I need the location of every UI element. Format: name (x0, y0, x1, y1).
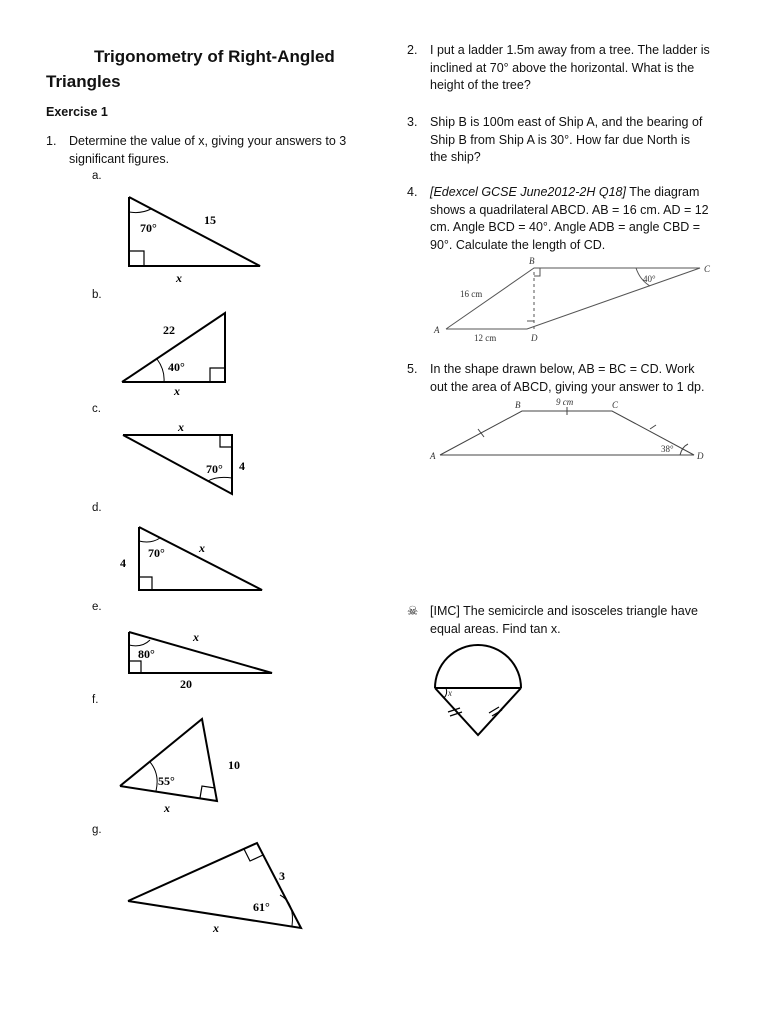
subpart-g-label: g. (92, 824, 102, 836)
subpart-e-label: e. (92, 601, 102, 613)
triangle-f-side: 10 (228, 758, 240, 772)
page-title: Trigonometry of Right-Angled Triangles (46, 47, 335, 91)
triangle-b-var: x (174, 384, 180, 398)
triangle-g-var: x (213, 921, 219, 935)
triangle-g-side: 3 (279, 869, 285, 883)
triangle-f-var: x (164, 801, 170, 815)
triangle-e-side: 20 (180, 677, 192, 691)
triangle-f-angle: 55° (158, 774, 175, 788)
triangle-b-angle: 40° (168, 360, 185, 374)
triangle-d-side: 4 (120, 556, 126, 570)
triangle-a-var: x (176, 271, 182, 285)
worksheet-page: Trigonometry of Right-Angled Triangles Exercise 1 1. Determine the value of x, giving your answers to 3 significant figures. a. b. c. d. e. f. g. 70° 15 x 22 40° x x 70° 4 70° x 4 80° x 20 10 55° x 3 61° x 2. I put a ladder 1.5m away from a tree. The ladder is inclined at 70° above the horizontal. What is the height of the tree? 3. Ship B is 100m east of Ship A, and the bearing of Ship B from Ship A is 30°. How far due North is the ship? 4. [Edexcel GCSE June2012-2H Q18] The diagram shows a quadrilateral ABCD. AB = 16 cm. AD = 12 cm. Angle BCD = 40°. Angle ADB = angle CBD = 90°. Calculate the length of CD. 5. In the shape drawn below, AB = BC = CD. Work out the area of ABCD, giving your answer to 1 dp. ☠ [IMC] The semicircle and isosceles triangle have equal areas. Find tan x. B C A D 16 cm 12 cm 40° B 9 cm C A D 38° x (0, 0, 768, 1024)
triangle-e-angle: 80° (138, 647, 155, 661)
triangle-c-angle: 70° (206, 462, 223, 476)
q4-label-ab: 16 cm (460, 289, 483, 299)
q5-label-b: B (515, 400, 521, 410)
exercise-heading: Exercise 1 (46, 105, 108, 119)
q5-label-a: A (430, 451, 436, 461)
subpart-b-label: b. (92, 289, 102, 301)
q4-label-a: A (434, 325, 440, 335)
q4-label-d: D (531, 333, 538, 343)
q4-label-c: C (704, 264, 711, 274)
subpart-c-label: c. (92, 403, 101, 415)
q4-diagram (446, 268, 700, 329)
triangle-b-side: 22 (163, 323, 175, 337)
subpart-d-label: d. (92, 502, 102, 514)
q5-diagram (440, 407, 694, 455)
triangle-d-angle: 70° (148, 546, 165, 560)
q4-label-ad: 12 cm (474, 333, 497, 343)
subpart-f-label: f. (92, 694, 99, 706)
triangle-a-side: 15 (204, 213, 216, 227)
question-1-text: Determine the value of x, giving your answers to 3 significant figures. (69, 134, 347, 166)
triangle-a-angle: 70° (140, 221, 157, 235)
triangle-c-side: 4 (239, 459, 245, 473)
subpart-a-label: a. (92, 170, 102, 182)
q5-label-c: C (612, 400, 619, 410)
q6-label-var: x (448, 688, 452, 698)
triangle-d-var: x (199, 541, 205, 555)
triangle-c-var: x (178, 420, 184, 434)
q4-label-b: B (529, 256, 535, 266)
q5-label-bc: 9 cm (556, 397, 574, 407)
q4-label-angle: 40° (643, 274, 656, 284)
q5-label-angle: 38° (661, 444, 674, 454)
triangle-g-angle: 61° (253, 900, 270, 914)
q5-label-d: D (697, 451, 704, 461)
triangle-e-var: x (193, 630, 199, 644)
skull-icon: ☠ (407, 604, 419, 618)
